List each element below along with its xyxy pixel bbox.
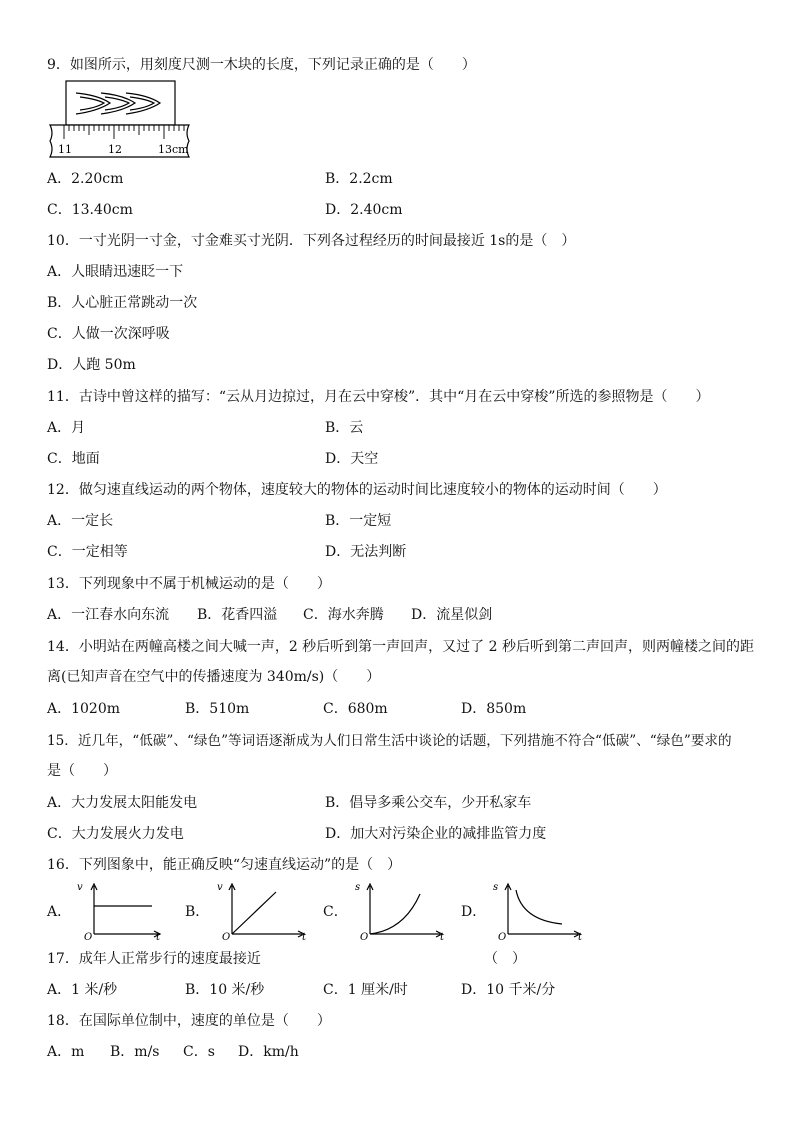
q16-option-c[interactable]: C．: [323, 904, 348, 920]
q15-option-b[interactable]: B．倡导多乘公交车，少开私家车: [325, 795, 532, 811]
q10-option-d[interactable]: D．人跑 50m: [47, 357, 136, 373]
q10-option-b[interactable]: B．人心脏正常跳动一次: [47, 295, 198, 311]
graph-a-y-label: v: [77, 882, 83, 893]
q12-option-d[interactable]: D．无法判断: [325, 544, 407, 560]
q13-option-c[interactable]: C．海水奔腾: [303, 607, 384, 623]
question-14-stem-line1: 14．小明站在两幢高楼之间大喊一声，2 秒后听到第一声回声，又过了 2 秒后听到第二声回声，则两幢楼之间的距: [47, 639, 754, 655]
question-16-stem: 16．下列图象中，能正确反映“匀速直线运动”的是（ ）: [47, 857, 402, 873]
q12-option-c[interactable]: C．一定相等: [47, 544, 128, 560]
graph-d-origin: O: [498, 932, 507, 940]
question-14-stem-line2: 离(已知声音在空气中的传播速度为 340m/s)（ ）: [47, 669, 381, 685]
q17-answer-bracket: （ ）: [484, 951, 526, 967]
q17-option-b[interactable]: B．10 米/秒: [185, 982, 265, 998]
q14-option-d[interactable]: D．850m: [461, 701, 527, 717]
question-11-stem: 11．古诗中曾这样的描写：“云从月边掠过，月在云中穿梭”．其中“月在云中穿梭”所选的参照物是（ ）: [47, 389, 710, 405]
graph-d-y-label: s: [493, 882, 499, 893]
q11-option-c[interactable]: C．地面: [47, 451, 100, 467]
q17-option-c[interactable]: C．1 厘米/时: [323, 982, 408, 998]
q10-option-c[interactable]: C．人做一次深呼吸: [47, 326, 170, 342]
q9-option-b[interactable]: B．2.2cm: [325, 171, 393, 187]
q9-option-a[interactable]: A．2.20cm: [47, 171, 124, 187]
question-10-stem: 10．一寸光阴一寸金，寸金难买寸光阴．下列各过程经历的时间最接近 1s的是（ ）: [47, 233, 576, 249]
q11-option-a[interactable]: A．月: [47, 420, 86, 436]
q9-option-c[interactable]: C．13.40cm: [47, 202, 133, 218]
question-12-stem: 12．做匀速直线运动的两个物体，速度较大的物体的运动时间比速度较小的物体的运动时间（ ）: [47, 482, 667, 498]
q12-option-b[interactable]: B．一定短: [325, 513, 392, 529]
ruler-label-13cm: 13cm: [158, 143, 189, 156]
q18-option-c[interactable]: C．s: [183, 1044, 215, 1060]
graph-b-x-label: t: [302, 932, 307, 940]
ruler-label-12: 12: [108, 143, 122, 156]
q12-option-a[interactable]: A．一定长: [47, 513, 114, 529]
graph-c-x-label: t: [440, 932, 445, 940]
graph-c-origin: O: [360, 932, 369, 940]
graph-c-y-label: s: [355, 882, 361, 893]
graph-a-x-label: t: [156, 932, 161, 940]
ruler-label-11: 11: [58, 143, 72, 156]
q14-option-a[interactable]: A．1020m: [47, 701, 121, 717]
q15-option-d[interactable]: D．加大对污染企业的减排监管力度: [325, 826, 547, 842]
q11-option-d[interactable]: D．天空: [325, 451, 379, 467]
q13-option-b[interactable]: B．花香四溢: [197, 607, 278, 623]
q18-option-a[interactable]: A．m: [47, 1044, 85, 1060]
q17-option-d[interactable]: D．10 千米/分: [461, 982, 556, 998]
q16-option-a[interactable]: A．: [47, 904, 72, 920]
graph-b-y-label: v: [217, 882, 223, 893]
graph-d-x-label: t: [578, 932, 583, 940]
question-15-stem-line1: 15．近几年，“低碳”、“绿色”等词语逐渐成为人们日常生活中谈论的话题，下列措施不符合“低碳”、“绿色”要求的: [47, 733, 732, 749]
q15-option-a[interactable]: A．大力发展太阳能发电: [47, 795, 198, 811]
graph-a-origin: O: [84, 932, 93, 940]
q14-option-c[interactable]: C．680m: [323, 701, 388, 717]
graph-c-st-curve-up: [348, 880, 448, 940]
ruler-figure: [46, 80, 196, 160]
graph-b-origin: O: [222, 932, 231, 940]
q18-option-d[interactable]: D．km/h: [238, 1044, 299, 1060]
q11-option-b[interactable]: B．云: [325, 420, 364, 436]
q13-option-a[interactable]: A．一江春水向东流: [47, 607, 170, 623]
wood-block: [66, 81, 175, 125]
q13-option-d[interactable]: D．流星似剑: [411, 607, 493, 623]
question-9-stem: 9．如图所示，用刻度尺测一木块的长度，下列记录正确的是（ ）: [47, 57, 476, 73]
q18-option-b[interactable]: B．m/s: [110, 1044, 160, 1060]
question-13-stem: 13．下列现象中不属于机械运动的是（ ）: [47, 576, 331, 592]
q10-option-a[interactable]: A．人眼睛迅速眨一下: [47, 264, 184, 280]
q16-option-b[interactable]: B．: [185, 904, 210, 920]
q9-option-d[interactable]: D．2.40cm: [325, 202, 403, 218]
question-18-stem: 18．在国际单位制中，速度的单位是（ ）: [47, 1013, 331, 1029]
q17-option-a[interactable]: A．1 米/秒: [47, 982, 118, 998]
graph-a-vt-horizontal: [72, 880, 162, 940]
graph-b-vt-linear: [210, 880, 310, 940]
q15-option-c[interactable]: C．大力发展火力发电: [47, 826, 184, 842]
graph-d-st-curve-down: [486, 880, 586, 940]
question-15-stem-line2: 是（ ）: [47, 763, 117, 779]
q14-option-b[interactable]: B．510m: [185, 701, 250, 717]
q16-option-d[interactable]: D．: [461, 904, 487, 920]
question-17-stem: 17．成年人正常步行的速度最接近: [47, 951, 261, 967]
